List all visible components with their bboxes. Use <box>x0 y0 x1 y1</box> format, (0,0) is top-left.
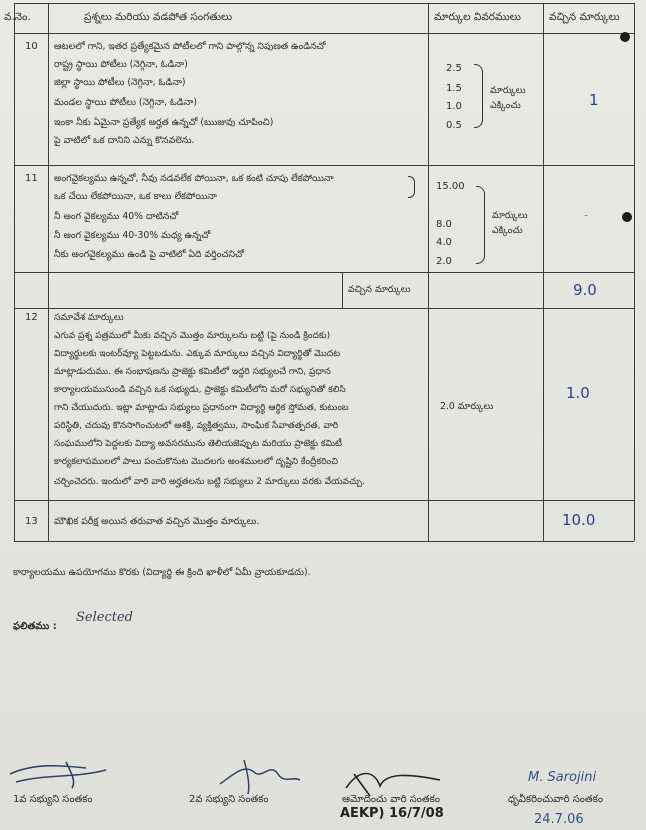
row10-marks-note: మార్కులు <box>490 85 526 96</box>
row12-number: 12 <box>25 312 38 323</box>
row11-number: 11 <box>25 173 38 184</box>
row12-line: మాట్లాడుదుము. ఈ సంభాషణను ప్రాజెక్టు కమిటీలో ఇద్దరి సభ్యులచే గాని, ప్రధాన <box>54 367 331 377</box>
row10-number: 10 <box>25 41 38 52</box>
row11-line: అంగవైకల్యము ఉన్నచో, నీవు నడవలేక పోయినా, ఒక కంటి చూపు లేకపోయినా <box>54 173 334 184</box>
row10-line: జిల్లా స్థాయి పోటీలు (నెగ్గినా, ఓడినా) <box>54 77 186 88</box>
row10-marks-note: ఎక్కించు <box>490 100 521 111</box>
row10-mark: 2.5 <box>446 63 462 74</box>
row11-left-brace <box>408 176 415 198</box>
row13-text: మౌఖిక పరీక్ష అయిన తరువాత వచ్చిన మొత్తం మార్కులు. <box>54 516 260 527</box>
office-use-note: కార్యాలయము ఉపయోగము కొరకు (విద్యార్థి ఈ క్రింది ఖాళీలో ఏమీ వ్రాయకూడదు). <box>13 567 311 578</box>
row12-line: ఎగువ ప్రశ్న పత్రములో మీకు వచ్చిన మొత్తం మార్కులను బట్టి (పై నుండి క్రిందకు) <box>54 331 331 341</box>
row10-line: ఆటలలో గాని, ఇతర ప్రత్యేకమైన పోటీలలో గాని పాల్గొన్న నిపుణత ఉండినచో <box>54 41 326 52</box>
row13-obtained: 10.0 <box>562 511 596 529</box>
row12-line: చర్చించెదరు. ఇందులో వారి వారి అర్హతలను బట్టి సభ్యులు 2 మార్కులు వరకు వేయవచ్చు. <box>54 477 366 487</box>
subtotal-label-divider <box>342 272 343 308</box>
row11-mark: 2.0 <box>436 256 452 267</box>
row12-bottom-border <box>14 500 634 501</box>
row10-brace <box>474 64 483 128</box>
row10-mark: 1.5 <box>446 83 462 94</box>
row11-brace <box>476 186 485 264</box>
row12-line: సంఘములోని పెద్దలకు విద్యా అవసరమును తెలియజెప్పుట మరియు ప్రాజెక్టు కమిటీ <box>54 439 342 449</box>
signature-member2-scribble <box>214 754 304 798</box>
row10-line: రాష్ట్ర స్థాయి పోటీలు (నెగ్గినా, ఓడినా) <box>54 59 188 70</box>
table-left-border <box>14 3 15 541</box>
result-value: Selected <box>76 610 133 625</box>
row11-mark: 4.0 <box>436 237 452 248</box>
row11-line: నీ అంగ వైకల్యము 40-30% మధ్య ఉన్నచో <box>54 230 211 241</box>
signature-officer-stamp: AEKP) 16/7/08 <box>340 806 444 821</box>
row12-line: విద్యార్థులకు ఇంటర్‌వ్యూ పెట్టబడును. ఎక్కువ మార్కులు వచ్చిన విద్యార్థితో మొదట <box>54 349 341 359</box>
signature-member2-label: 2వ సభ్యుని సంతకం <box>189 794 269 805</box>
verifier-name: M. Sarojini <box>528 770 597 785</box>
col-questions-divider <box>428 3 429 541</box>
row12-line: కార్యాలయముసుండి వచ్చిన ఒక సభ్యుడు, ప్రాజెక్టు కమిటీలోని మరో సభ్యునితో కలిసి <box>54 385 346 395</box>
row10-bottom-border <box>14 165 634 166</box>
signature-verifier-label: ధృవీకరించువారి సంతకం <box>508 794 603 805</box>
table-top-border <box>14 3 634 4</box>
row12-line: కార్యకలాపములలో పాలు పంచుకొనుట మొదలగు అంశములలో దృష్టిని కేంద్రీకరించి <box>54 457 339 467</box>
row12-marks: 2.0 మార్కులు <box>440 401 494 412</box>
header-marks-details: మార్కుల వివరములు <box>434 11 521 23</box>
signature-member1-scribble <box>6 756 116 796</box>
table-right-border <box>634 3 635 541</box>
header-bottom-border <box>14 33 634 34</box>
header-sno: వ.నెం. <box>4 11 31 23</box>
punch-hole-middle <box>622 212 632 222</box>
row11-line: నీ అంగ వైకల్యము 40% దాటినచో <box>54 211 179 222</box>
subtotal-value: 9.0 <box>573 281 597 299</box>
row11-line: ఒక చేయి లేకపోయినా, ఒక కాలు లేకపోయినా <box>54 191 217 202</box>
row11-marks-note: ఎక్కించు <box>492 225 523 236</box>
row11-line: నీకు అంగవైకల్యము ఉండి పై వాటిలో ఏది వర్తించనిచో <box>54 249 244 260</box>
row10-line: పై వాటిలో ఒక దానిని ఎన్ను కొనవలెను. <box>54 135 195 146</box>
table-bottom-border <box>14 541 634 542</box>
row12-line: పరిస్థితి, చదువు కొనసాగించుటలో ఆశక్తి, వ్యక్తిత్వము, సాంఘిక సేవాతత్పరత, వారి <box>54 421 339 431</box>
subtotal-bottom-border <box>14 308 634 309</box>
row10-line: ఇంకా నీకు ఏమైనా ప్రత్యేక అర్హత ఉన్నచో (ఋజువు చూపించి) <box>54 117 274 128</box>
result-label: ఫలితము : <box>13 621 57 632</box>
row12-obtained: 1.0 <box>566 384 590 402</box>
signature-member1-label: 1వ సభ్యుని సంతకం <box>13 794 93 805</box>
row12-line: సమావేశ మార్కులు <box>54 312 124 323</box>
row11-marks-note: మార్కులు <box>492 210 528 221</box>
header-marks-obtained: వచ్చిన మార్కులు <box>549 11 620 23</box>
row10-mark: 0.5 <box>446 120 462 131</box>
row11-bottom-border <box>14 272 634 273</box>
col-sno-divider <box>48 3 49 541</box>
col-marks-divider <box>543 3 544 541</box>
row13-number: 13 <box>25 516 38 527</box>
row11-mark: 15.00 <box>436 181 465 192</box>
row11-obtained: - <box>584 208 589 222</box>
row10-mark: 1.0 <box>446 101 462 112</box>
subtotal-label: వచ్చిన మార్కులు <box>348 284 411 295</box>
row10-obtained: 1 <box>589 91 599 109</box>
header-questions: ప్రశ్నలు మరియు వడపోత సంగతులు <box>84 11 233 23</box>
row12-line: గాని చేయుదురు. ఇట్లా మాట్లాడు సభ్యులు ప్రధానంగా విద్యార్థి ఆర్థిక స్తోమత, కుటుంబ <box>54 403 349 413</box>
punch-hole-top <box>620 32 630 42</box>
signature-officer-label: ఆమోదించు వారి సంతకం <box>342 794 440 805</box>
row10-line: మండల స్థాయి పోటీలు (నెగ్గినా, ఓడినా) <box>54 97 197 108</box>
row11-mark: 8.0 <box>436 219 452 230</box>
verifier-date: 24.7.06 <box>534 812 584 827</box>
